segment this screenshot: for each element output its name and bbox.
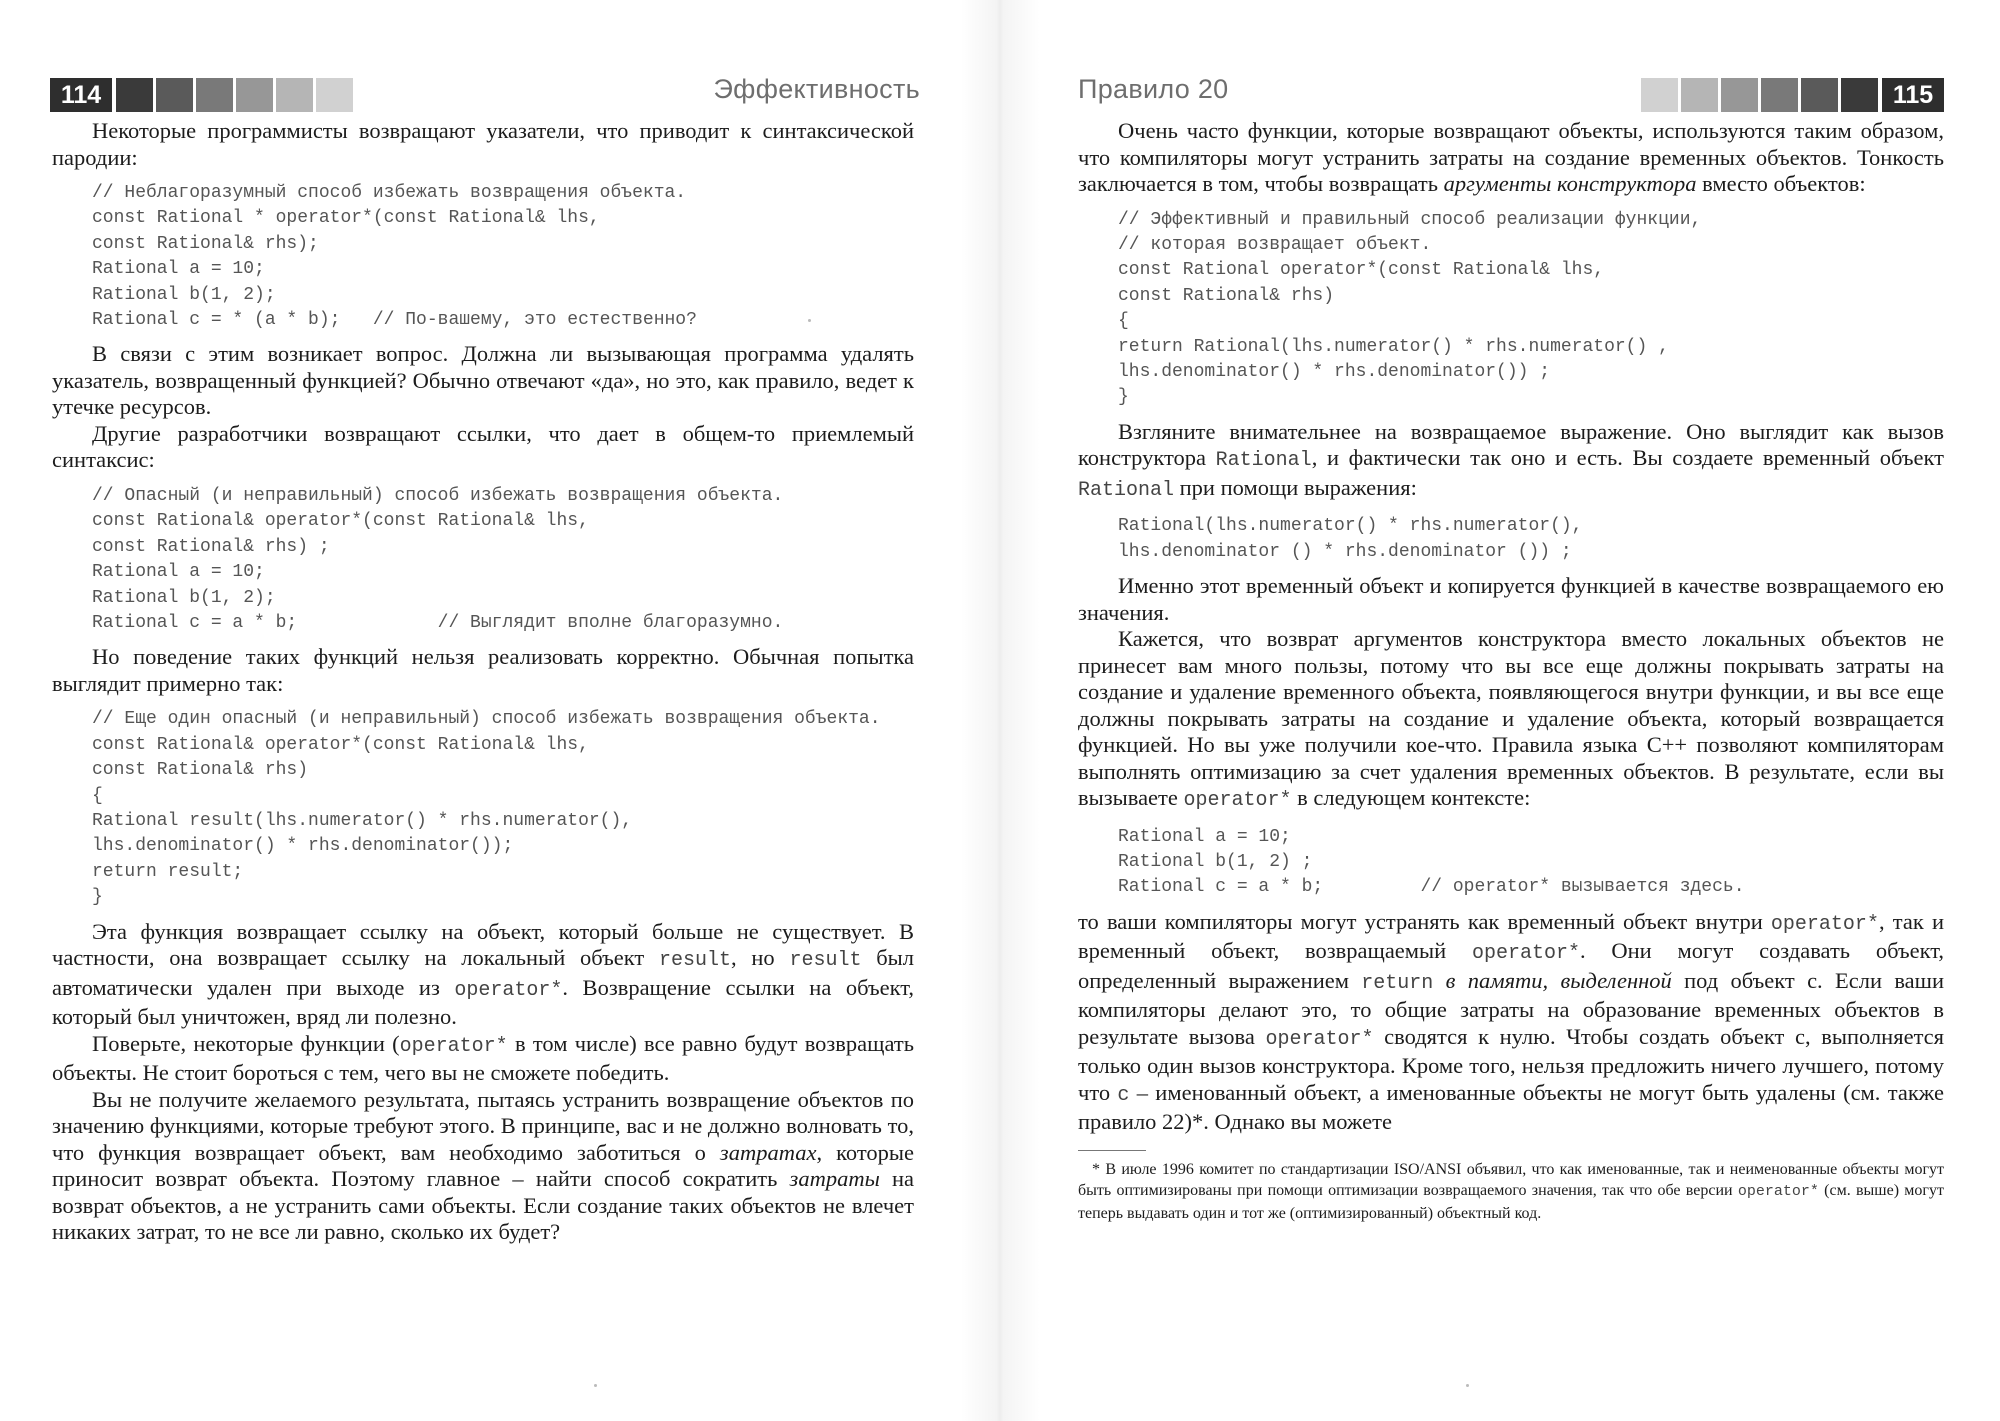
code-line: const Rational& operator*(const Rational& lhs, [92, 511, 589, 532]
italic-text: затраты [789, 1166, 880, 1192]
text-run: то ваши компиляторы могут устранять как временный объект внутри [1078, 908, 1771, 934]
text-run: . Они могут создавать объект, определенный выражением [1078, 938, 1944, 993]
text-run: Эта функция возвращает ссылку на объект, который больше не существует. В частности, она возвращает ссылку на локальный объект [52, 918, 914, 971]
left-running-title: Эффективность [713, 74, 920, 104]
code-line: Rational b(1, 2) ; [1118, 851, 1313, 872]
inline-code: Rational [1215, 449, 1312, 473]
print-speck [594, 1384, 597, 1387]
text-run: Кажется, что возврат аргументов конструктора вместо локальных объектов не принесет вам много пользы, потому что вы все еще должны покрывать затраты на создание и удаление временного объекта, появляющегося внутри функции, и вы все еще должны покрывать затраты на создание и удаление объекта, который возвращается функцией. Но вы уже получили кое-что. Правила языка C++ позволяют компиляторам выполнять оптимизацию за счет удаления временных объектов. В результате, если вы вызываете [1078, 626, 1944, 811]
text-run: на возврат объектов, а не устранить сами объекты. Если создание таких объектов не влечет никаких затрат, то не все ли равно, сколько их будет? [52, 1166, 914, 1245]
code-line: Rational b(1, 2); [92, 587, 276, 608]
text-run: * В июле 1996 комитет по стандартизации ISO/ANSI объявил, что как именованные, так и неименованные объекты могут быть оптимизированы при помощи оптимизации возвращаемого значения, так что обе версии [1078, 1160, 1944, 1200]
code-line: Rational c = a * b; // operator* вызывается здесь. [1118, 877, 1745, 898]
text-run: , которые приносит возврат объекта. Поэтому главное – найти способ сократить [52, 1139, 914, 1192]
inline-code: Rational [1078, 478, 1175, 502]
paragraph: Но поведение таких функций нельзя реализовать корректно. Обычная попытка выглядит примерно так: [52, 644, 914, 696]
code-line: } [1118, 387, 1129, 408]
paragraph [52, 919, 914, 1031]
left-page-number: 114 [50, 78, 112, 112]
header-bar-segment [1721, 78, 1758, 112]
paragraph: Некоторые программисты возвращают указатели, что приводит к синтаксической пародии: [52, 118, 914, 170]
header-bar-segment [196, 78, 233, 112]
code-line: // Неблагоразумный способ избежать возвращения объекта. [92, 183, 687, 203]
right-running-title: Правило 20 [1078, 74, 1229, 104]
italic-text: затратах [719, 1139, 817, 1165]
code-line: Rational result(lhs.numerator() * rhs.numerator(), [92, 811, 633, 831]
code-line: // которая возвращает объект. [1118, 234, 1432, 255]
text-run: Поверьте, некоторые функции ( [92, 1030, 400, 1056]
header-bar-segment [1681, 78, 1718, 112]
code-line: Rational c = a * b; // Выглядит вполне благоразумно. [92, 612, 784, 633]
header-bar-segment [276, 78, 313, 112]
code-listing [92, 484, 914, 636]
inline-code: result [658, 949, 731, 973]
right-page-number: 115 [1882, 78, 1944, 112]
left-page-body [52, 118, 914, 1246]
inline-code: operator* [399, 1034, 508, 1058]
header-bar-segment [1841, 78, 1878, 112]
paragraph: Другие разработчики возвращают ссылки, что дает в общем-то приемлемый синтаксис: [52, 420, 914, 473]
text-run: Вы не получите желаемого результата, пытаясь устранить возвращение объектов по значению функциями, которые требуют этого. В принципе, вас и не должно волновать то, что функция возвращает объект, вам необходимо заботиться о [52, 1086, 914, 1165]
code-line: const Rational * operator*(const Rational& lhs, [92, 208, 600, 229]
left-page-header [50, 74, 920, 114]
paragraph [1078, 909, 1944, 1136]
header-bar-segment [1801, 78, 1838, 112]
inline-code: operator* [1737, 1183, 1819, 1201]
inline-code: result [789, 949, 862, 973]
paragraph [1078, 626, 1944, 815]
italic-text: аргументы конструктора [1443, 171, 1697, 196]
inline-code: c [1117, 1083, 1130, 1107]
header-bar-segment [156, 78, 193, 112]
inline-code: operator* [454, 978, 563, 1002]
inline-code: operator* [1770, 912, 1879, 936]
right-page-body [1078, 118, 1944, 1224]
text-run: вместо объектов: [1696, 171, 1866, 196]
text-run: сводятся к нулю. Чтобы создать объект c, выполняется только один вызов конструктора. Кроме того, нельзя предложить ничего лучшего, потому что [1078, 1023, 1945, 1105]
code-line: Rational b(1, 2); [92, 284, 276, 305]
code-line: return result; [92, 861, 244, 882]
inline-code: operator* [1265, 1027, 1374, 1051]
code-listing [1118, 825, 1944, 901]
print-speck [1466, 1384, 1469, 1387]
header-bar-segment [1761, 78, 1798, 112]
header-bar-segment [236, 78, 273, 112]
code-listing [92, 707, 914, 910]
code-line: { [1118, 311, 1129, 332]
text-run: – именованный объект, а именованные объекты не могут быть удалены (см. также правило 22)*. Однако вы можете [1078, 1079, 1944, 1135]
right-header-gradient-bars [1641, 78, 1878, 112]
text-run: в том числе) все равно будут возвращать объекты. Не стоит бороться с тем, чего вы не сможете победить. [52, 1030, 914, 1086]
code-line: } [92, 887, 103, 908]
inline-code: operator* [1183, 789, 1292, 813]
code-line: // Еще один опасный (и неправильный) способ избежать возвращения объекта. [92, 709, 881, 730]
paragraph [52, 1087, 914, 1246]
code-line: Rational c = * (a * b); // По-вашему, это естественно? [92, 310, 697, 331]
header-bar-segment [1641, 78, 1678, 112]
code-line: const Rational& operator*(const Rational& lhs, [92, 734, 589, 755]
footnote-rule [1078, 1150, 1146, 1151]
code-line: Rational a = 10; [92, 259, 265, 280]
code-line: Rational(lhs.numerator() * rhs.numerator(), [1118, 516, 1583, 537]
right-page [1000, 0, 2000, 1421]
code-line: const Rational& rhs) [1118, 285, 1335, 306]
paragraph: Именно этот временный объект и копируется функцией в качестве возвращаемого ею значения. [1078, 573, 1944, 625]
code-listing [92, 181, 914, 333]
code-listing [1118, 514, 1944, 565]
paragraph [52, 1031, 914, 1087]
code-listing [1118, 208, 1944, 411]
text-run: (см. выше) могут теперь выдавать один и тот же (оптимизированный) объектный код. [1078, 1182, 1944, 1222]
text-run: , и фактически так оно и есть. Вы создаете временный объект [1311, 445, 1944, 471]
code-line: const Rational& rhs); [92, 233, 319, 254]
paragraph [1078, 419, 1944, 505]
code-line: const Rational& rhs) ; [92, 536, 330, 557]
text-run: , так и временный объект, возвращаемый [1078, 908, 1944, 964]
text-run: . Возвращение ссылки на объект, который был уничтожен, вряд ли полезно. [52, 974, 914, 1030]
footnote [1078, 1159, 1944, 1225]
code-line: const Rational& rhs) [92, 760, 309, 781]
code-line: lhs.denominator() * rhs.denominator()) ; [1118, 361, 1551, 382]
text-run: , но [731, 945, 790, 971]
text-run: Взгляните внимательнее на возвращаемое выражение. Оно выглядит как вызов конструктора [1078, 418, 1944, 471]
code-line: // Эффективный и правильный способ реализации функции, [1118, 209, 1702, 230]
inline-code: return [1361, 971, 1434, 995]
code-line: Rational a = 10; [92, 562, 265, 583]
code-line: lhs.denominator() * rhs.denominator()); [92, 836, 514, 857]
text-run: в следующем контексте: [1291, 785, 1531, 811]
header-bar-segment [316, 78, 353, 112]
code-line: return Rational(lhs.numerator() * rhs.numerator() , [1118, 336, 1669, 357]
code-line: const Rational operator*(const Rational& lhs, [1118, 260, 1605, 281]
code-line: // Опасный (и неправильный) способ избежать возвращения объекта. [92, 485, 784, 506]
code-line: Rational a = 10; [1118, 826, 1291, 847]
header-bar-segment [116, 78, 153, 112]
paragraph [1078, 118, 1944, 198]
print-speck [808, 319, 811, 322]
code-line: lhs.denominator () * rhs.denominator ()) ; [1118, 541, 1572, 562]
left-header-gradient-bars [116, 78, 353, 112]
paragraph: В связи с этим возникает вопрос. Должна ли вызывающая программа удалять указатель, возвращенный функцией? Обычно отвечают «да», но это, как правило, ведет к утечке ресурсов. [52, 341, 914, 420]
text-run: Очень часто функции, которые возвращают объекты, используются таким образом, что компиляторы могут устранить затраты на создание временных объектов. Тонкость заключается в том, чтобы возвращать [1078, 118, 1944, 196]
text-run [1433, 968, 1445, 993]
italic-text: в памяти, выделенной [1445, 967, 1672, 993]
right-page-header [1078, 74, 1944, 114]
inline-code: operator* [1471, 942, 1580, 966]
text-run: под объект c. Если ваши компиляторы делают это, то общие затраты на образование временных объектов в результате вызова [1078, 967, 1945, 1049]
text-run: при помощи выражения: [1174, 474, 1417, 500]
text-run: был автоматически удален при выходе из [52, 945, 914, 1000]
code-line: { [92, 785, 103, 806]
